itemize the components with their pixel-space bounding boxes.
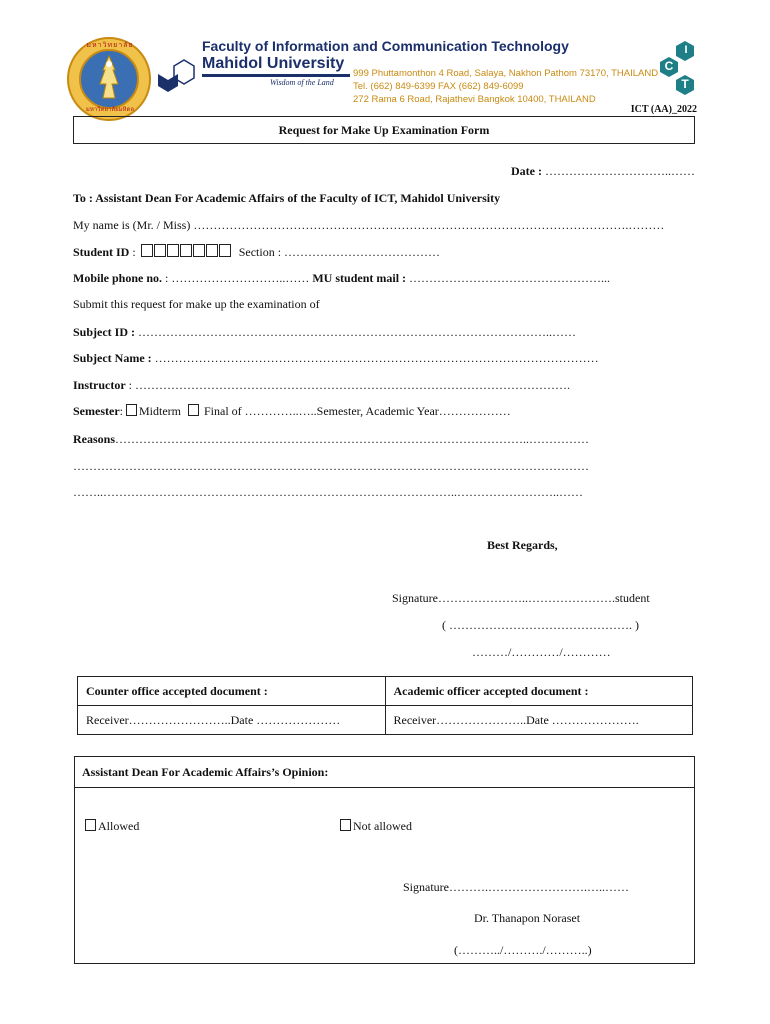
dean-signature[interactable]: Signature……….…………………….…..…… <box>403 880 629 894</box>
final-label[interactable]: Final of …………..…..Semester, Academic Year……………… <box>203 404 511 418</box>
address-line-1: 999 Phuttamonthon 4 Road, Salaya, Nakhon Pathom 73170, THAILAND <box>353 68 659 79</box>
address-line-2: Tel. (662) 849-6399 FAX (662) 849-6099 <box>353 81 524 92</box>
faculty-name: Faculty of Information and Communication Technology <box>202 38 569 54</box>
hexagon-decoration <box>158 58 198 94</box>
ict-logo-letter-t: T <box>681 77 689 91</box>
semester-separator: : <box>119 404 123 418</box>
name-label: My name is (Mr. / Miss) <box>73 218 191 232</box>
allowed-checkbox[interactable] <box>85 819 96 831</box>
student-id-label: Student ID <box>73 245 130 259</box>
reasons-row <box>73 432 589 447</box>
document-reference: ICT (AA)_2022 <box>630 104 697 115</box>
acceptance-table <box>77 676 693 735</box>
mobile-field[interactable]: ………………………..…… <box>171 271 310 285</box>
mail-label: MU student mail : <box>312 271 407 285</box>
dean-name: Dr. Thanapon Noraset <box>474 911 581 925</box>
student-signature-date[interactable]: ………/…………/………… <box>472 645 611 659</box>
reasons-label: Reasons <box>73 432 116 446</box>
semester-row <box>73 404 511 419</box>
section-field[interactable]: ………………………………… <box>284 245 441 259</box>
midterm-checkbox[interactable] <box>126 404 137 416</box>
student-signature[interactable]: Signature…………………..………………….student <box>392 591 650 605</box>
table-row <box>78 677 693 706</box>
dean-signature-date[interactable]: (………../………./………..) <box>454 943 592 957</box>
subject-id-row <box>73 325 576 340</box>
instructor-row <box>73 378 570 393</box>
subject-id-field[interactable]: …………………………………………………………………………………………..…… <box>138 325 576 339</box>
counter-office-header: Counter office accepted document : <box>78 677 386 706</box>
not-allowed-label: Not allowed <box>353 819 412 833</box>
date-field[interactable]: …………………………..…… <box>544 164 695 178</box>
semester-label: Semester <box>73 404 120 418</box>
allowed-option[interactable] <box>85 819 139 834</box>
student-id-row <box>73 244 440 261</box>
instructor-field[interactable]: : ………………………………………………………………………………………………. <box>128 378 571 392</box>
reasons-field-1[interactable]: …………………………………………………………………………………………..…………… <box>115 432 590 446</box>
student-id-box[interactable] <box>219 244 231 257</box>
student-id-box[interactable] <box>167 244 179 257</box>
student-id-boxes[interactable] <box>141 244 232 261</box>
student-id-box[interactable] <box>180 244 192 257</box>
section-label: Section : <box>238 245 282 259</box>
reasons-field-2[interactable]: ………………………………………………………………………………………………………………… <box>73 459 589 473</box>
student-id-box[interactable] <box>193 244 205 257</box>
subject-name-row <box>73 351 599 366</box>
ict-logo-letter-c: C <box>664 59 674 73</box>
underline-bar <box>202 74 350 77</box>
university-name: Mahidol University <box>202 55 345 72</box>
student-id-box[interactable] <box>206 244 218 257</box>
final-checkbox[interactable] <box>188 404 199 416</box>
not-allowed-checkbox[interactable] <box>340 819 351 831</box>
address-line-3: 272 Rama 6 Road, Rajathevi Bangkok 10400, THAILAND <box>353 94 596 105</box>
date-row <box>511 164 695 179</box>
seal-text-bottom: มหาวิทยาลัยมหิดล <box>85 106 135 113</box>
subject-name-label: Subject Name : <box>73 351 152 365</box>
date-label: Date : <box>511 164 542 178</box>
reasons-field-3[interactable]: ……..……………………………………………………………………………..……………………..…… <box>73 485 583 499</box>
opinion-header: Assistant Dean For Academic Affairs’s Opinion: <box>74 756 695 788</box>
mobile-separator: : <box>165 271 169 285</box>
subject-name-field[interactable]: ………………………………………………………………………………………………… <box>154 351 599 365</box>
mobile-row <box>73 271 610 286</box>
midterm-label: Midterm <box>138 404 181 418</box>
name-row <box>73 218 664 233</box>
student-id-box[interactable] <box>141 244 153 257</box>
best-regards: Best Regards, <box>487 538 558 552</box>
counter-office-receiver[interactable]: Receiver……………………..Date ………………… <box>78 706 386 735</box>
student-id-box[interactable] <box>154 244 166 257</box>
addressee-line: To : Assistant Dean For Academic Affairs of the Faculty of ICT, Mahidol University <box>73 191 501 205</box>
mobile-label: Mobile phone no. <box>73 271 163 285</box>
academic-officer-header: Academic officer accepted document : <box>385 677 693 706</box>
student-signature-name[interactable]: ( ………………………………………. ) <box>442 618 639 632</box>
ict-logo-letter-i: I <box>684 44 688 56</box>
university-motto: Wisdom of the Land <box>270 78 334 87</box>
academic-officer-receiver[interactable]: Receiver…………………..Date …………………. <box>385 706 693 735</box>
name-field[interactable]: ……………………………………………………………………………………………….……… <box>193 218 665 232</box>
form-title: Request for Make Up Examination Form <box>73 116 695 144</box>
instructor-label: Instructor <box>73 378 126 392</box>
subject-id-label: Subject ID : <box>73 325 135 339</box>
student-id-separator: : <box>132 245 136 259</box>
mail-field[interactable]: …………………………………………... <box>409 271 611 285</box>
table-row <box>78 706 693 735</box>
seal-text-top: มหาวิทยาลัย <box>86 41 134 49</box>
allowed-label: Allowed <box>98 819 140 833</box>
not-allowed-option[interactable] <box>340 819 412 834</box>
submit-line: Submit this request for make up the examination of <box>73 297 320 311</box>
